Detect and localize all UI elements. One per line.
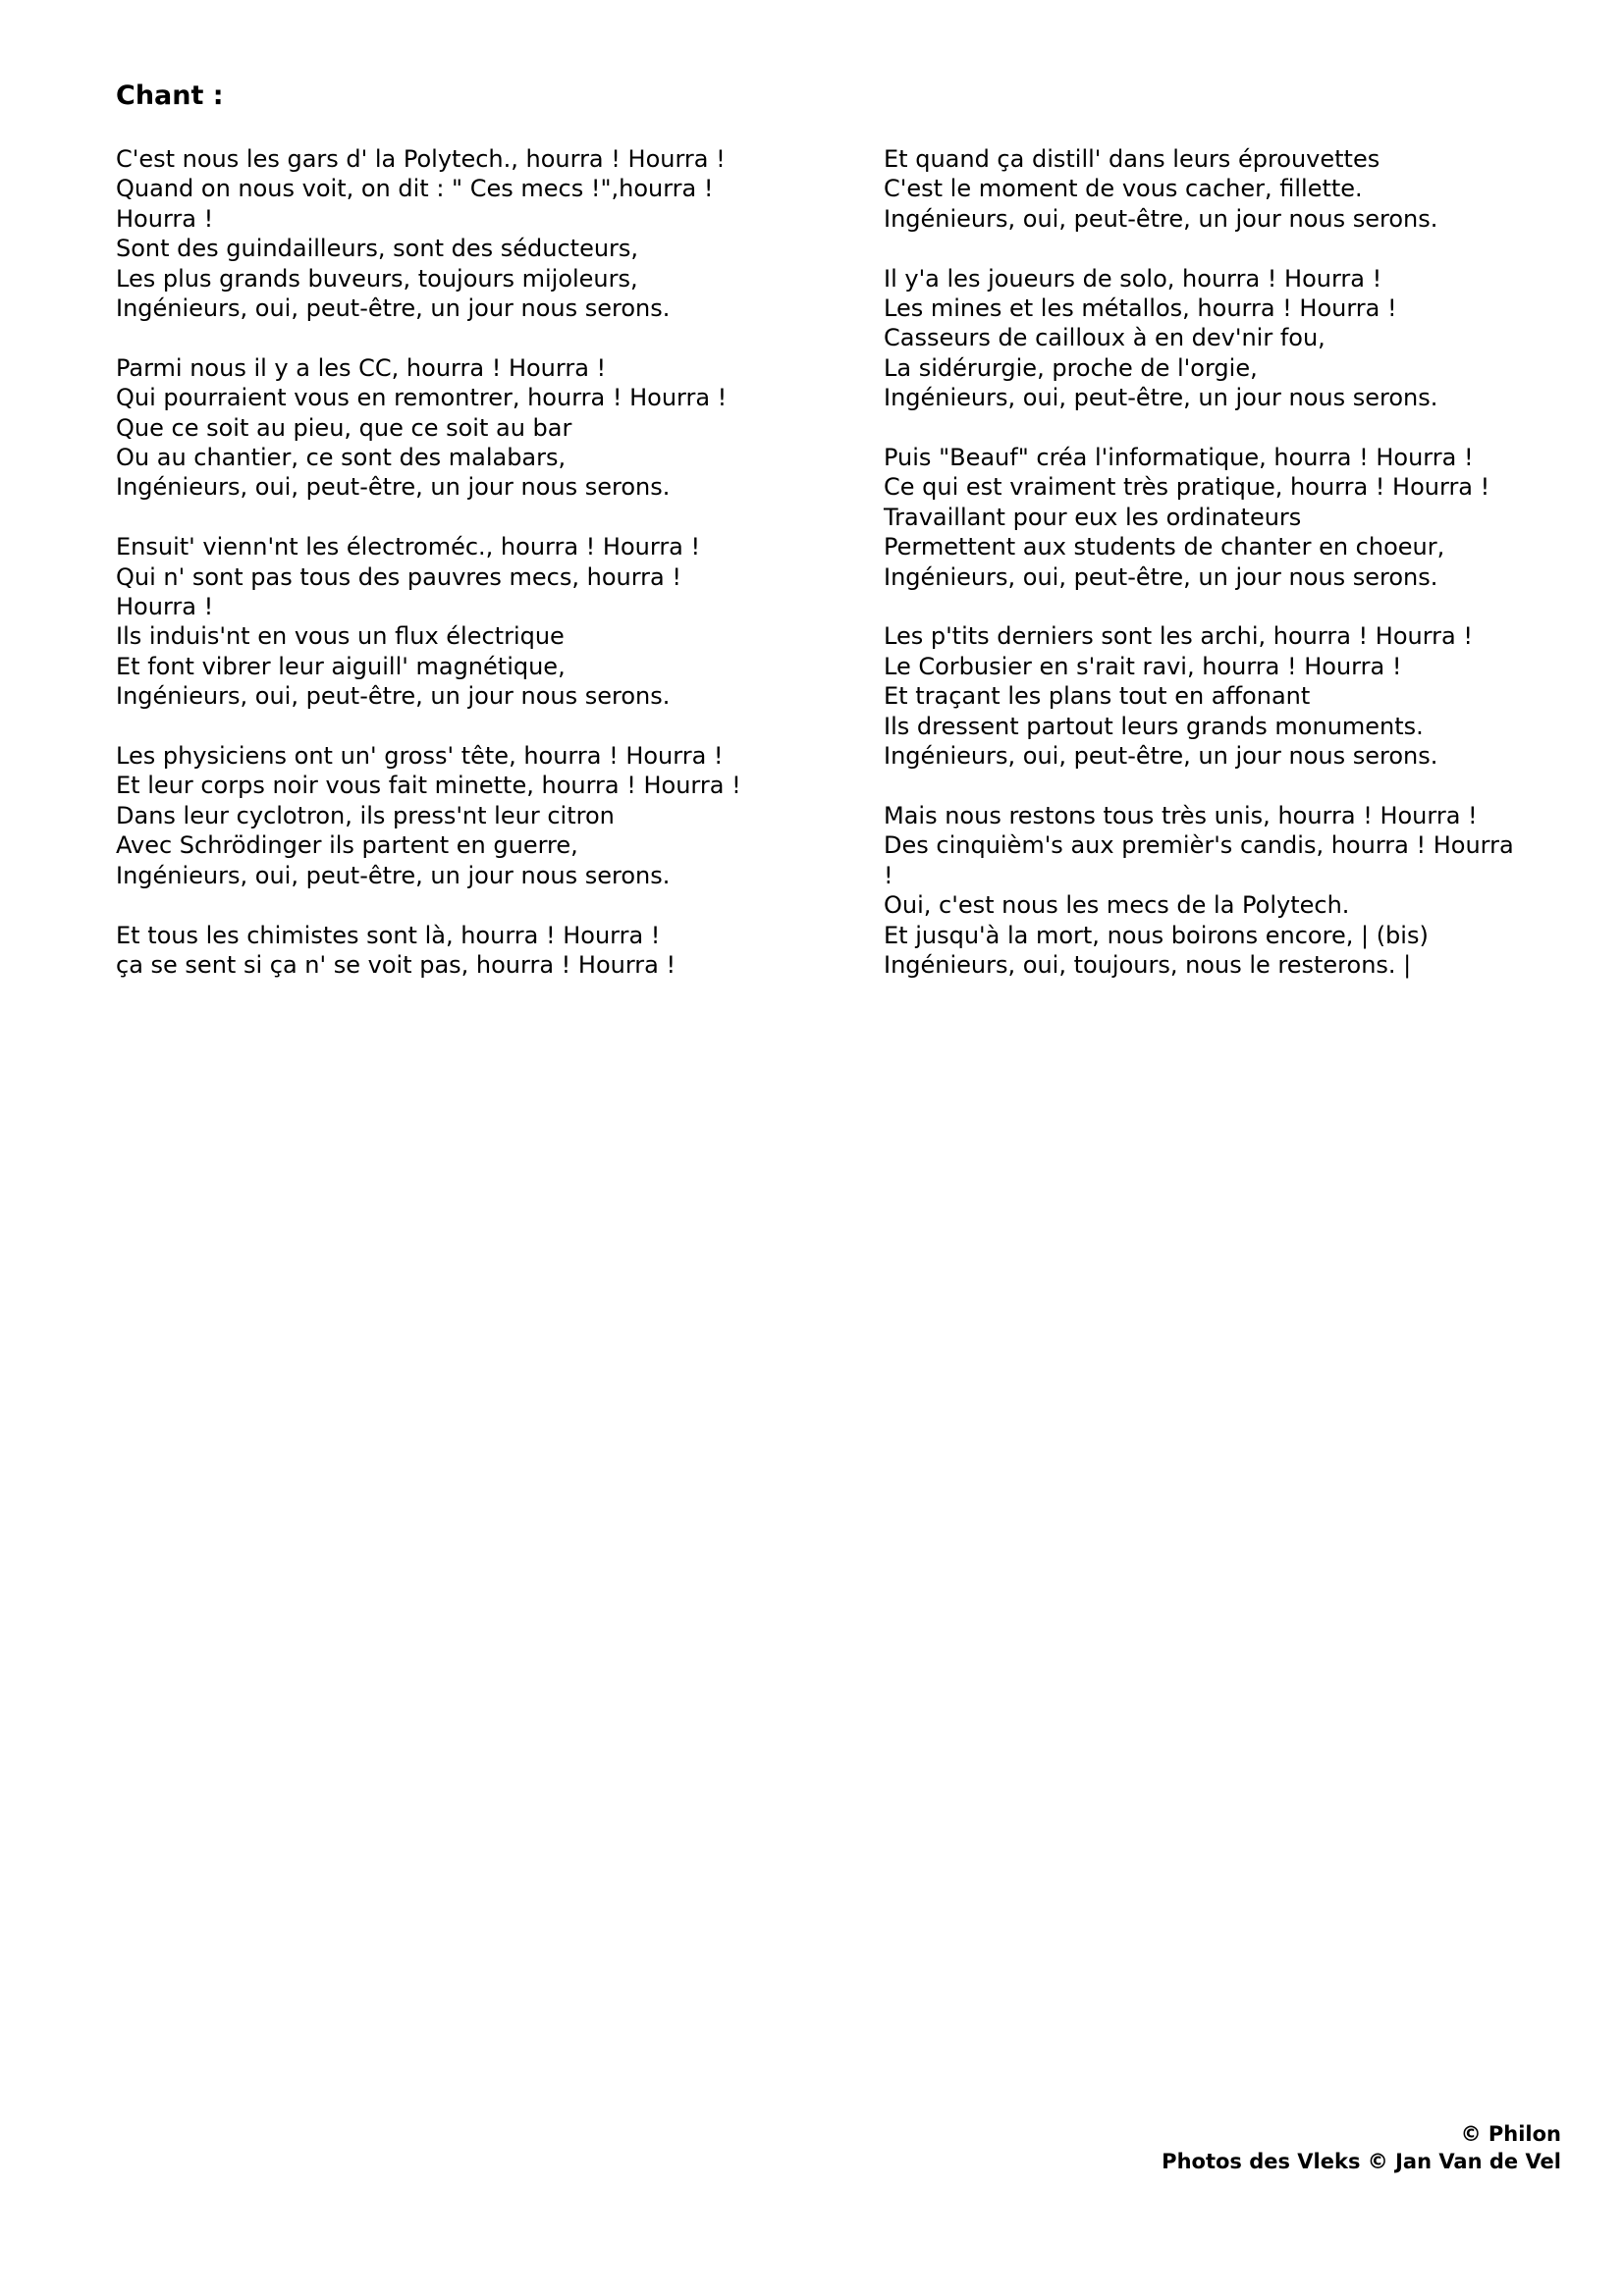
lyric-line: Ils induis'nt en vous un flux électrique: [116, 622, 565, 651]
lyric-line: Ingénieurs, oui, peut-être, un jour nous serons.: [116, 861, 671, 889]
lyric-line: Et traçant les plans tout en affonant: [884, 682, 1311, 711]
lyric-line: Mais nous restons tous très unis, hourra ! Hourra !: [884, 801, 1478, 829]
stanza: [116, 532, 803, 711]
lyric-line: Ingénieurs, oui, peut-être, un jour nous serons.: [884, 562, 1438, 591]
lyric-line: C'est le moment de vous cacher, fillette.: [884, 175, 1363, 203]
lyric-line: Ingénieurs, oui, peut-être, un jour nous serons.: [884, 742, 1438, 771]
lyric-line: Ou au chantier, ce sont des malabars,: [116, 444, 567, 472]
lyric-line: Ingénieurs, oui, peut-être, un jour nous serons.: [116, 682, 671, 711]
lyric-line: Et leur corps noir vous fait minette, hourra ! Hourra !: [116, 772, 741, 800]
lyric-line: Hourra !: [116, 204, 214, 233]
song-heading: Chant :: [116, 80, 224, 111]
lyric-line: Et jusqu'à la mort, nous boirons encore, | (bis): [884, 921, 1429, 949]
stanza: [116, 921, 803, 981]
lyric-line: Et font vibrer leur aiguill' magnétique,: [116, 652, 566, 680]
lyric-line: Qui n' sont pas tous des pauvres mecs, hourra !: [116, 562, 681, 591]
lyric-line: Ingénieurs, oui, peut-être, un jour nous serons.: [116, 294, 671, 323]
left-column: [116, 144, 803, 1010]
lyric-line: Ils dressent partout leurs grands monuments.: [884, 712, 1424, 740]
lyric-line: Ingénieurs, oui, peut-être, un jour nous serons.: [116, 473, 671, 502]
lyric-line: Dans leur cyclotron, ils press'nt leur citron: [116, 801, 615, 829]
lyric-line: Ingénieurs, oui, toujours, nous le resterons. |: [884, 950, 1412, 979]
lyric-line: Permettent aux students de chanter en choeur,: [884, 533, 1445, 561]
lyric-line: C'est nous les gars d' la Polytech., hourra ! Hourra !: [116, 145, 726, 173]
lyric-line: !: [884, 861, 893, 889]
lyric-line: Ensuit' vienn'nt les électroméc., hourra ! Hourra !: [116, 533, 701, 561]
photo-credit: Photos des Vleks © Jan Van de Vel: [1162, 2150, 1561, 2173]
lyric-line: ça se sent si ça n' se voit pas, hourra ! Hourra !: [116, 950, 676, 979]
stanza: [116, 144, 803, 323]
stanza: [884, 144, 1571, 234]
lyric-line: Que ce soit au pieu, que ce soit au bar: [116, 413, 572, 442]
lyric-line: Puis "Beauf" créa l'informatique, hourra ! Hourra !: [884, 444, 1474, 472]
lyric-line: Hourra !: [116, 593, 214, 621]
lyric-line: Quand on nous voit, on dit : " Ces mecs !",hourra !: [116, 175, 714, 203]
lyric-line: Ingénieurs, oui, peut-être, un jour nous serons.: [884, 204, 1438, 233]
stanza: [884, 443, 1571, 592]
lyric-line: Et quand ça distill' dans leurs éprouvettes: [884, 145, 1380, 173]
stanza: [884, 264, 1571, 413]
lyric-line: Les plus grands buveurs, toujours mijoleurs,: [116, 264, 638, 293]
stanza: [116, 741, 803, 890]
author-credit: © Philon: [1460, 2122, 1561, 2146]
lyric-line: Les p'tits derniers sont les archi, hourra ! Hourra !: [884, 622, 1473, 651]
lyric-line: La sidérurgie, proche de l'orgie,: [884, 353, 1258, 382]
lyric-line: Oui, c'est nous les mecs de la Polytech.: [884, 891, 1350, 920]
credits: [1162, 2120, 1561, 2175]
lyric-line: Il y'a les joueurs de solo, hourra ! Hourra !: [884, 264, 1382, 293]
lyric-line: Parmi nous il y a les CC, hourra ! Hourra !: [116, 353, 607, 382]
lyric-line: Travaillant pour eux les ordinateurs: [884, 503, 1302, 531]
lyric-line: Les mines et les métallos, hourra ! Hourra !: [884, 294, 1397, 323]
stanza: [116, 353, 803, 503]
lyric-line: Qui pourraient vous en remontrer, hourra ! Hourra !: [116, 384, 728, 412]
lyric-line: Ingénieurs, oui, peut-être, un jour nous serons.: [884, 384, 1438, 412]
lyric-line: Sont des guindailleurs, sont des séducteurs,: [116, 235, 639, 263]
lyric-line: Avec Schrödinger ils partent en guerre,: [116, 831, 578, 860]
stanza: [884, 621, 1571, 771]
right-column: [884, 144, 1571, 1010]
lyric-line: Ce qui est vraiment très pratique, hourra ! Hourra !: [884, 473, 1490, 502]
lyric-line: Casseurs de cailloux à en dev'nir fou,: [884, 324, 1325, 352]
lyric-line: Des cinquièm's aux premièr's candis, hourra ! Hourra: [884, 831, 1514, 860]
stanza: [884, 801, 1571, 980]
lyric-line: Les physiciens ont un' gross' tête, hourra ! Hourra !: [116, 742, 724, 771]
lyric-line: Le Corbusier en s'rait ravi, hourra ! Hourra !: [884, 652, 1402, 680]
lyric-line: Et tous les chimistes sont là, hourra ! Hourra !: [116, 921, 661, 949]
